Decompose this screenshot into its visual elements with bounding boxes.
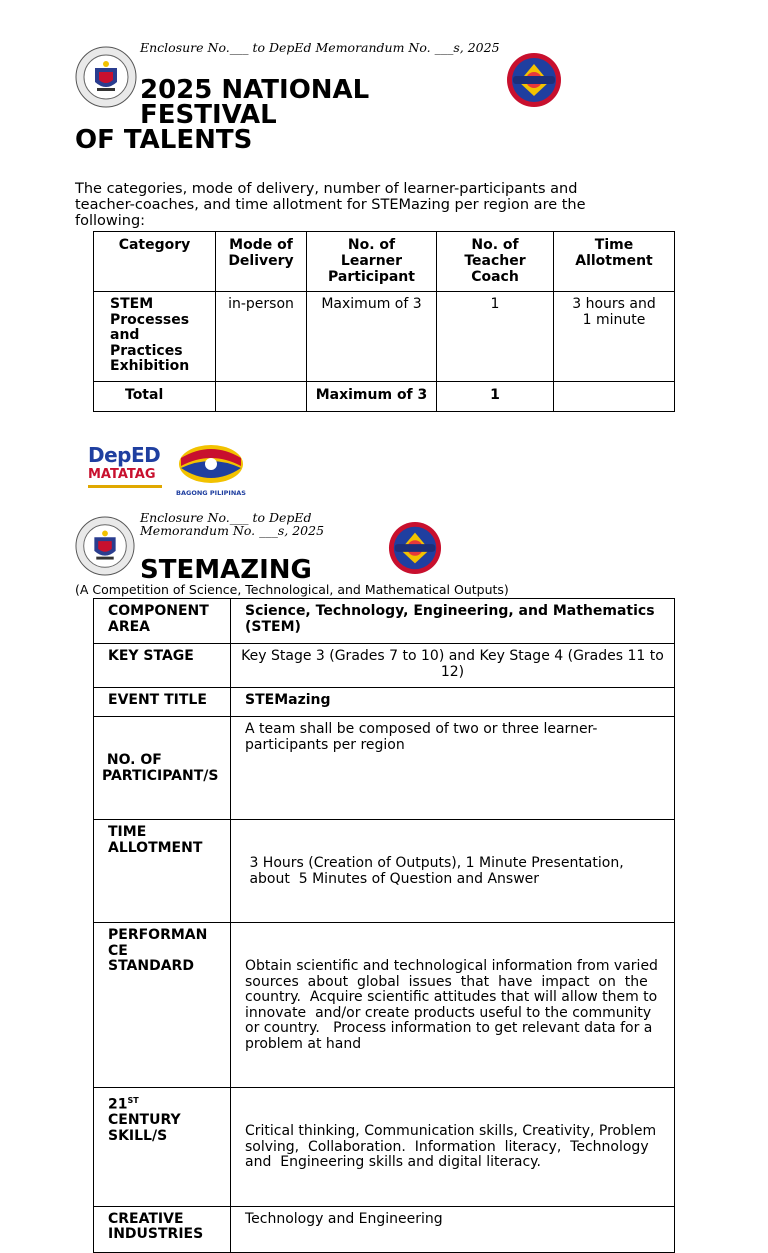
label-performance-standard: PERFORMAN CE STANDARD	[94, 923, 231, 1088]
label-key-stage: KEY STAGE	[94, 644, 231, 688]
title-line-1: 2025 NATIONAL	[140, 75, 370, 105]
enclosure-note-2-line-2: Memorandum No. ___s, 2025	[140, 523, 325, 538]
value-component-area: Science, Technology, Engineering, and Mathematics (STEM)	[231, 599, 675, 644]
intro-line-3: following:	[75, 213, 146, 229]
allotment-table	[93, 231, 675, 412]
total-row	[94, 382, 675, 412]
label-participants: NO. OF PARTICIPANT/S	[94, 717, 231, 820]
label-time-allotment: TIME ALLOTMENT	[94, 820, 231, 923]
cell-category: STEM Processes and Practices Exhibition	[94, 292, 216, 382]
table-header-row	[94, 232, 675, 292]
value-creative-industries: Technology and Engineering	[231, 1206, 675, 1252]
cell-total-label: Total	[94, 382, 216, 412]
header-mode: Mode of Delivery	[216, 232, 307, 292]
festival-logo	[505, 52, 563, 108]
value-time-allotment: 3 Hours (Creation of Outputs), 1 Minute Presentation, about 5 Minutes of Question and Answer	[231, 820, 675, 923]
cell-total-learners: Maximum of 3	[307, 382, 437, 412]
header-time: Time Allotment	[554, 232, 675, 292]
value-performance-standard: Obtain scientific and technological information from varied sources about global issues that have impact on the country. Acquire scientific attitudes that will allow them to innovate and/or create products useful to the community or country. Process information to get relevant data for a problem at hand	[231, 923, 675, 1088]
intro-line-2: teacher-coaches, and time allotment for STEMazing per region are the	[75, 197, 586, 213]
cell-total-coach: 1	[437, 382, 554, 412]
cell-time: 3 hours and 1 minute	[554, 292, 675, 382]
cell-learners: Maximum of 3	[307, 292, 437, 382]
title-line-3: OF TALENTS	[75, 125, 253, 155]
deped-seal-logo	[75, 46, 137, 108]
event-details-table	[93, 598, 675, 1253]
cell-mode: in-person	[216, 292, 307, 382]
label-event-title: EVENT TITLE	[94, 688, 231, 717]
enclosure-note: Enclosure No.___ to DepEd Memorandum No. ___s, 2025	[140, 40, 500, 55]
table-row	[94, 292, 675, 382]
table-row	[94, 717, 675, 820]
label-21st-century-skills: 21ST CENTURY SKILL/S	[94, 1088, 231, 1207]
table-row	[94, 688, 675, 717]
enclosure-note-2-line-1: Enclosure No.___ to DepEd	[140, 510, 312, 525]
table-row	[94, 1206, 675, 1252]
value-participants: A team shall be composed of two or three learner- participants per region	[231, 717, 675, 820]
matatag-underline	[88, 485, 162, 488]
deped-matatag-logo	[88, 444, 172, 496]
intro-line-1: The categories, mode of delivery, number of learner-participants and	[75, 181, 578, 197]
table-row	[94, 1088, 675, 1207]
deped-seal-logo-2	[75, 516, 135, 576]
table-row	[94, 644, 675, 688]
matatag-wordmark: MATATAG	[88, 467, 156, 482]
deped-wordmark: DepED	[88, 443, 161, 467]
value-event-title: STEMazing	[231, 688, 675, 717]
bagong-pilipinas-emblem	[172, 444, 250, 484]
header-category: Category	[94, 232, 216, 292]
table-row	[94, 923, 675, 1088]
table-row	[94, 599, 675, 644]
superscript-st: ST	[127, 1096, 139, 1105]
cell-total-mode	[216, 382, 307, 412]
value-key-stage: Key Stage 3 (Grades 7 to 10) and Key Stage 4 (Grades 11 to 12)	[231, 644, 675, 688]
festival-logo-2	[386, 521, 444, 575]
cell-total-time	[554, 382, 675, 412]
label-component-area: COMPONENT AREA	[94, 599, 231, 644]
bagong-pilipinas-logo	[172, 444, 250, 496]
stemazing-title: STEMAZING	[140, 555, 312, 585]
label-creative-industries: CREATIVE INDUSTRIES	[94, 1206, 231, 1252]
cell-coach: 1	[437, 292, 554, 382]
bagong-pilipinas-text: BAGONG PILIPINAS	[176, 489, 246, 497]
header-learner: No. of Learner Participant	[307, 232, 437, 292]
title-line-2: FESTIVAL	[140, 100, 277, 130]
table-row	[94, 820, 675, 923]
value-21st-century-skills: Critical thinking, Communication skills, Creativity, Problem solving, Collaboration. Information literacy, Technology and Engineering skills and digital literacy.	[231, 1088, 675, 1207]
header-coach: No. of Teacher Coach	[437, 232, 554, 292]
stemazing-subtitle: (A Competition of Science, Technological, and Mathematical Outputs)	[75, 582, 509, 597]
